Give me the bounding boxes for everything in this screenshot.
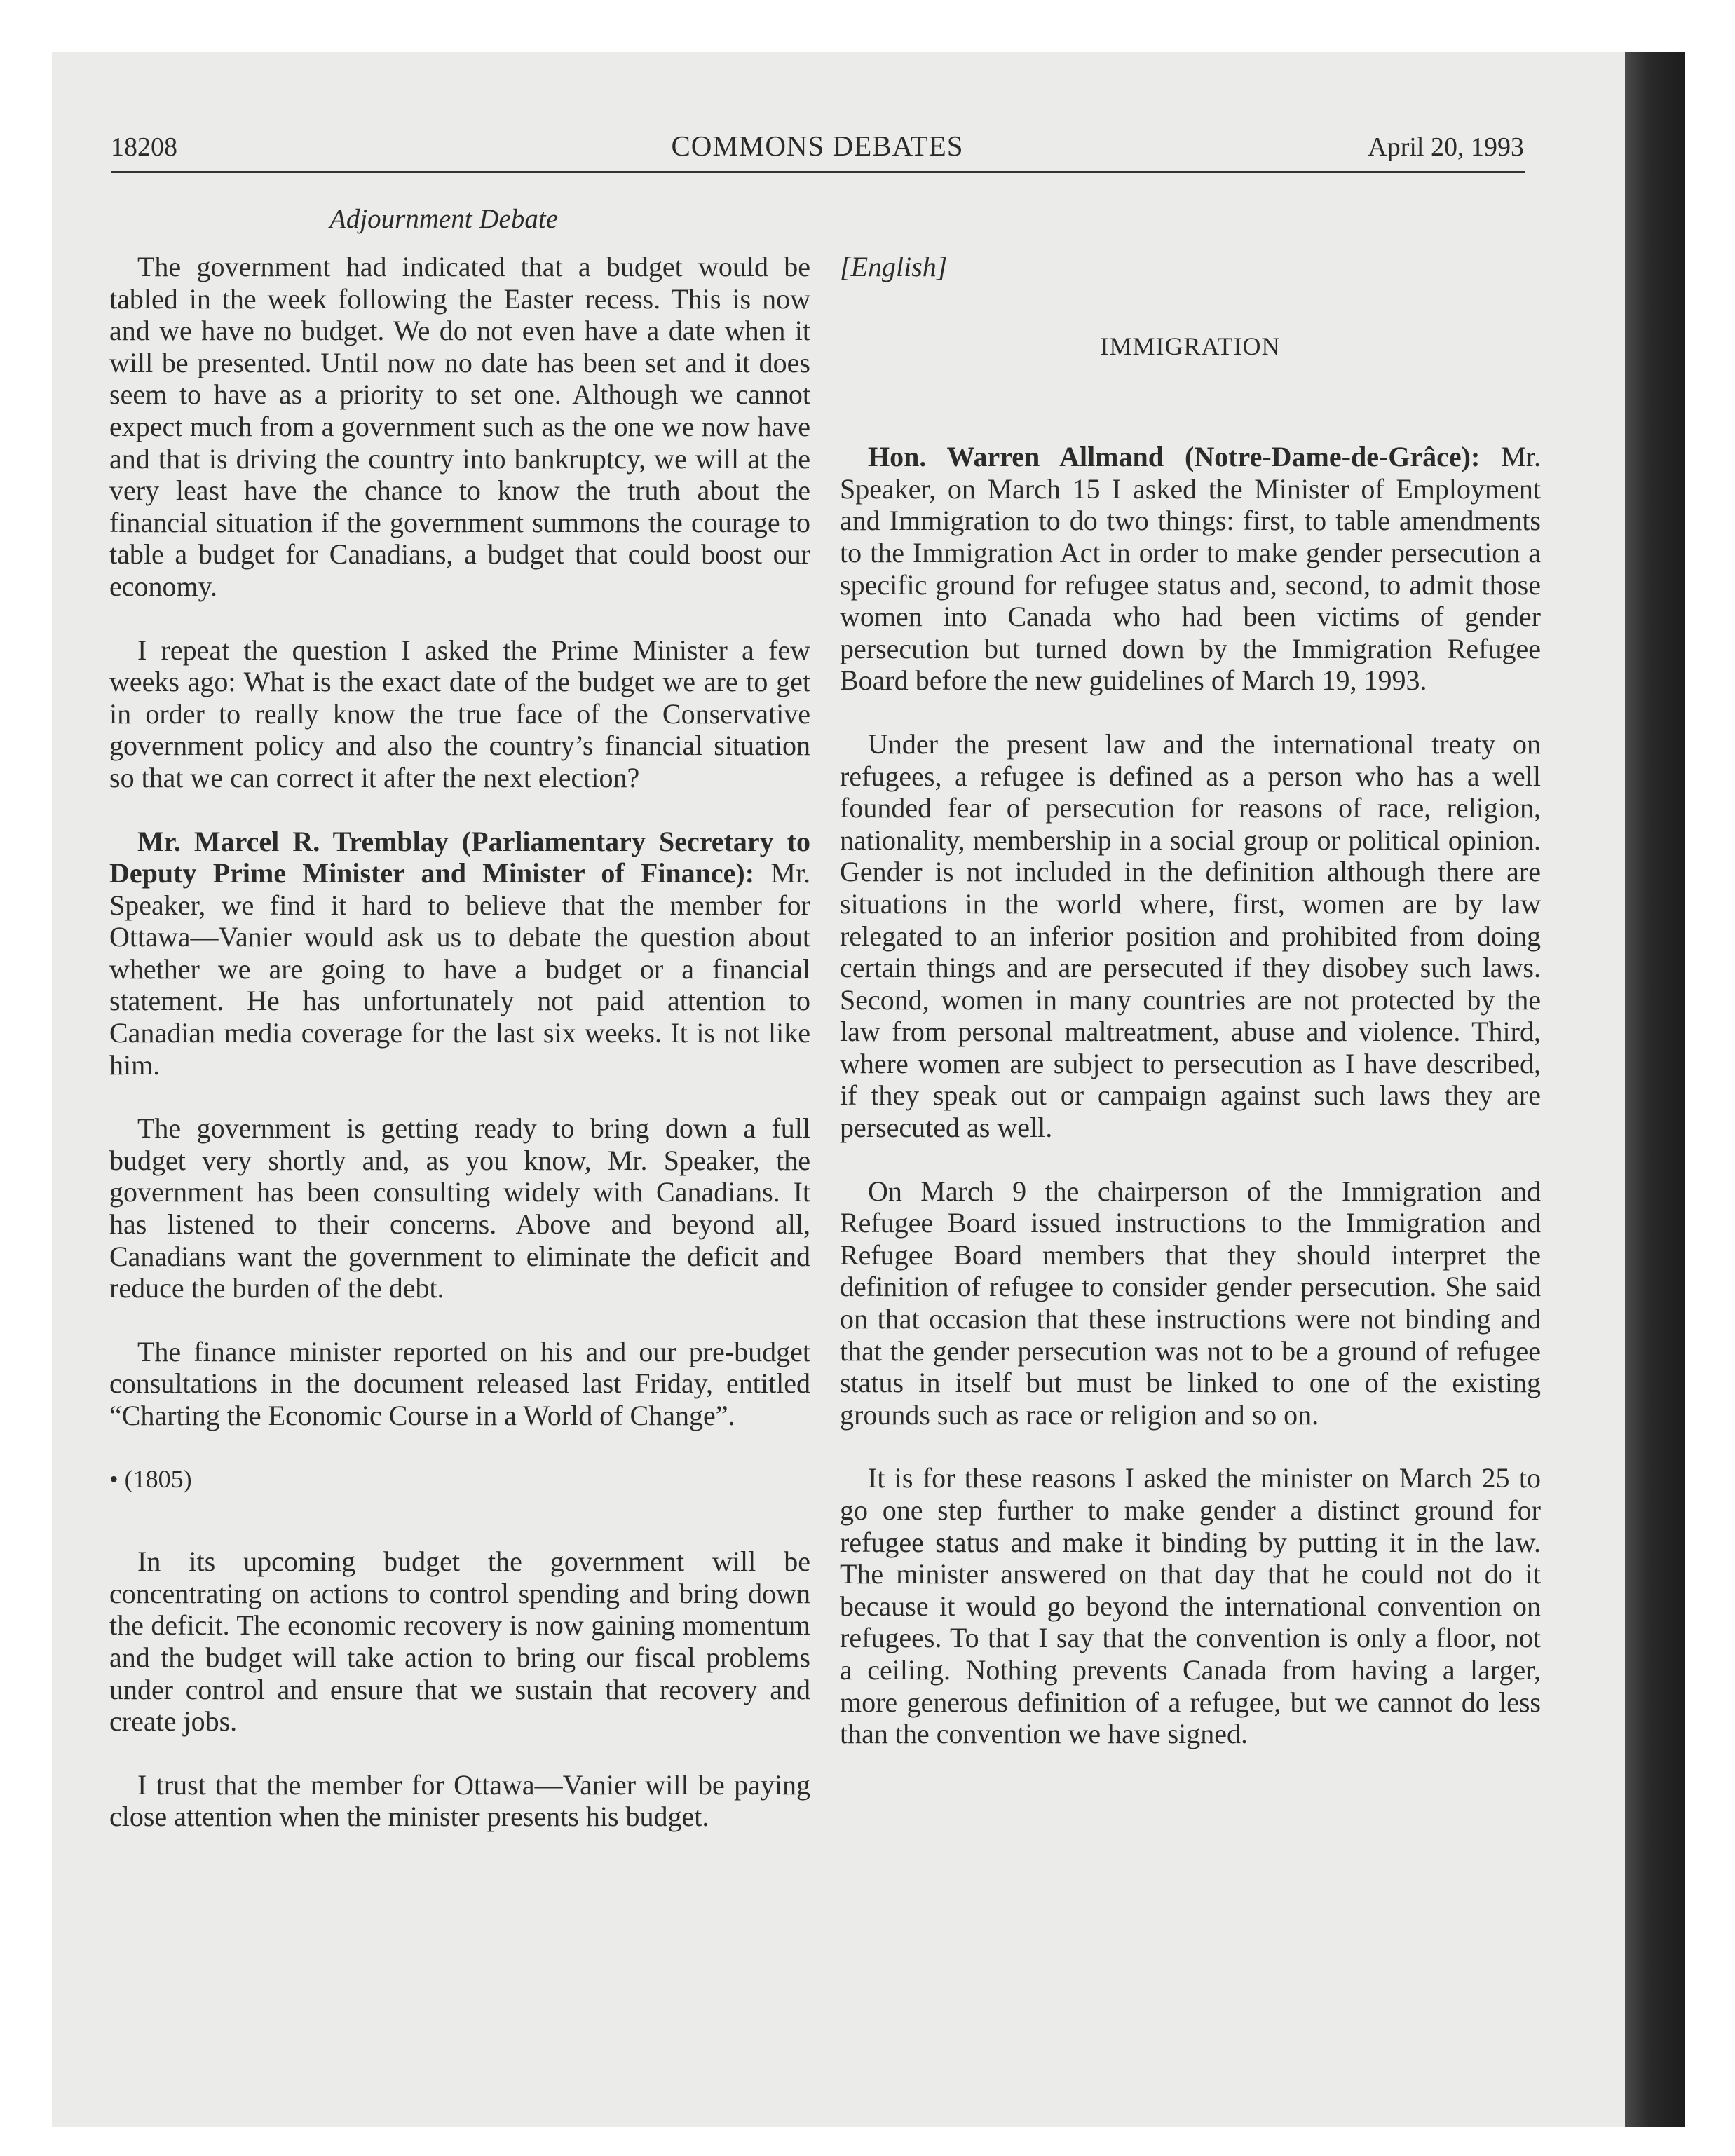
right-column [840,251,1541,1782]
topic-heading: IMMIGRATION [1100,332,1281,360]
paragraph: The finance minister reported on his and our pre-budget consultations in the document released last Friday, entitled “Charting the Economic Course in a World of Change”. [109,1335,810,1431]
paragraph: I repeat the question I asked the Prime Minister a few weeks ago: What is the exact date of the budget we are to get in order to really know the true face of the Conservative government policy and also the country’s financial situation so that we can correct it after the next election? [109,634,810,793]
speech-paragraph [109,826,810,1082]
time-marker: • (1805) [109,1464,192,1493]
paragraph: I trust that the member for Ottawa—Vanier will be paying close attention when the minister presents his budget. [109,1768,810,1833]
left-column [109,251,810,1864]
scan-edge-shadow [1625,52,1685,2127]
speech-text: Mr. Speaker, we find it hard to believe that the member for Ottawa—Vanier would ask us to debate the question about whether we are going to have a budget or a financial statement. He has unfortunately not paid attention to Canadian media coverage for the last six weeks. It is not like him. [109,857,810,1081]
publication-title: COMMONS DEBATES [671,130,964,162]
language-label: [English] [840,251,948,282]
page-header [111,126,1524,168]
paragraph: Under the present law and the international treaty on refugees, a refugee is defined as a person who has a well founded fear of persecution for reasons of race, religion, nationality, membership in a social group or political opinion. Gender is not included in the definition although there are situations in the world where, first, women are by law relegated to an inferior position and prohibited from doing certain things and are persecuted if they disobey such laws. Second, women in many countries are not protected by the law from personal maltreatment, abuse and violence. Third, where women are subject to persecution as I have described, if they speak out or campaign against such laws they are persecuted as well. [840,728,1541,1144]
section-title: Adjournment Debate [329,204,559,234]
paragraph: The government had indicated that a budget would be tabled in the week following the Easter recess. This is now and we have no budget. We do not even have a date when it will be presented. Until now no date has been set and it does seem to have as a priority to set one. Although we cannot expect much from a government such as the one we now have and that is driving the country into bankruptcy, we will at the very least have the chance to know the truth about the financial situation if the government summons the courage to table a budget for Canadians, a budget that could boost our economy. [109,251,810,602]
page-date: April 20, 1993 [1368,132,1524,162]
speaker-name: Mr. Marcel R. Tremblay (Parliamentary Secretary to Deputy Prime Minister and Minister of Finance): [109,825,810,889]
speech-text: Mr. Speaker, on March 15 I asked the Minister of Employment and Immigration to do two things: first, to table amendments to the Immigration Act in order to make gender persecution a specific ground for refugee status and, second, to admit those women into Canada who had been victims of gender persecution but turned down by the Immigration Refugee Board before the new guidelines of March 19, 1993. [840,441,1541,697]
paragraph: On March 9 the chairperson of the Immigration and Refugee Board issued instructions to the Immigration and Refugee Board members that they should interpret the definition of refugee to consider gender persecution. She said on that occasion that these instructions were not binding and that the gender persecution was not to be a ground of refugee status in itself but must be linked to one of the existing grounds such as race or religion and so on. [840,1175,1541,1431]
page-number: 18208 [111,132,177,162]
speech-paragraph [840,441,1541,697]
paragraph: The government is getting ready to bring down a full budget very shortly and, as you know, Mr. Speaker, the government has been consulting widely with Canadians. It has listened to their concerns. Above and beyond all, Canadians want the government to eliminate the deficit and reduce the burden of the debt. [109,1112,810,1304]
speaker-name: Hon. Warren Allmand (Notre-Dame-de-Grâce): [868,441,1481,473]
header-rule [111,171,1525,173]
paragraph: It is for these reasons I asked the minister on March 25 to go one step further to make gender a distinct ground for refugee status and make it binding by putting it in the law. The minister answered on that day that he could not do it because it would go beyond the international convention on refugees. To that I say that the convention is only a floor, not a ceiling. Nothing prevents Canada from having a larger, more generous definition of a refugee, but we cannot do less than the convention we have signed. [840,1462,1541,1750]
paragraph: In its upcoming budget the government will be concentrating on actions to control spending and bring down the deficit. The economic recovery is now gaining momentum and the budget will take action to bring our fiscal problems under control and ensure that we sustain that recovery and create jobs. [109,1546,810,1738]
